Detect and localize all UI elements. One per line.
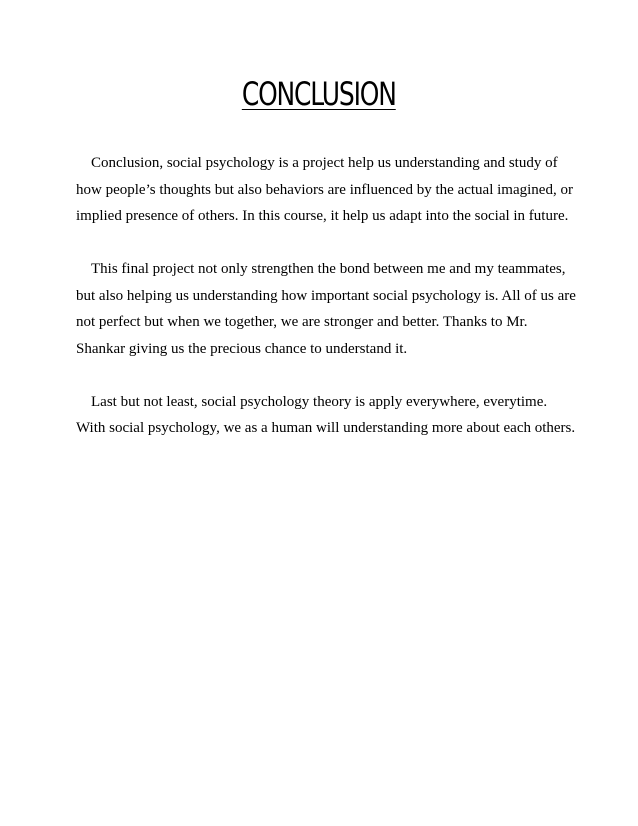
paragraph-line: This final project not only strengthen the bond between me and my teammates,: [91, 261, 566, 277]
paragraph-line: Shankar giving us the precious chance to understand it.: [76, 340, 408, 357]
paragraph-3: [76, 389, 576, 442]
paragraph-1: [76, 150, 576, 230]
paragraph-line: how people’s thoughts but also behaviors are influenced by the actual imagined, or: [76, 181, 573, 198]
page-title-text: CONCLUSION: [241, 75, 396, 113]
paragraph-line: but also helping us understanding how important social psychology is. All of us are: [76, 287, 576, 304]
paragraph-2: [76, 256, 576, 362]
page-title: [70, 74, 568, 114]
paragraph-line: not perfect but when we together, we are stronger and better. Thanks to Mr.: [76, 314, 528, 330]
document-body: [76, 150, 576, 468]
paragraph-line: implied presence of others. In this course, it help us adapt into the social in future.: [76, 208, 569, 224]
paragraph-line: Last but not least, social psychology theory is apply everywhere, everytime.: [91, 393, 548, 410]
paragraph-line: Conclusion, social psychology is a project help us understanding and study of: [91, 155, 558, 171]
paragraph-line: With social psychology, we as a human will understanding more about each others.: [76, 420, 576, 436]
